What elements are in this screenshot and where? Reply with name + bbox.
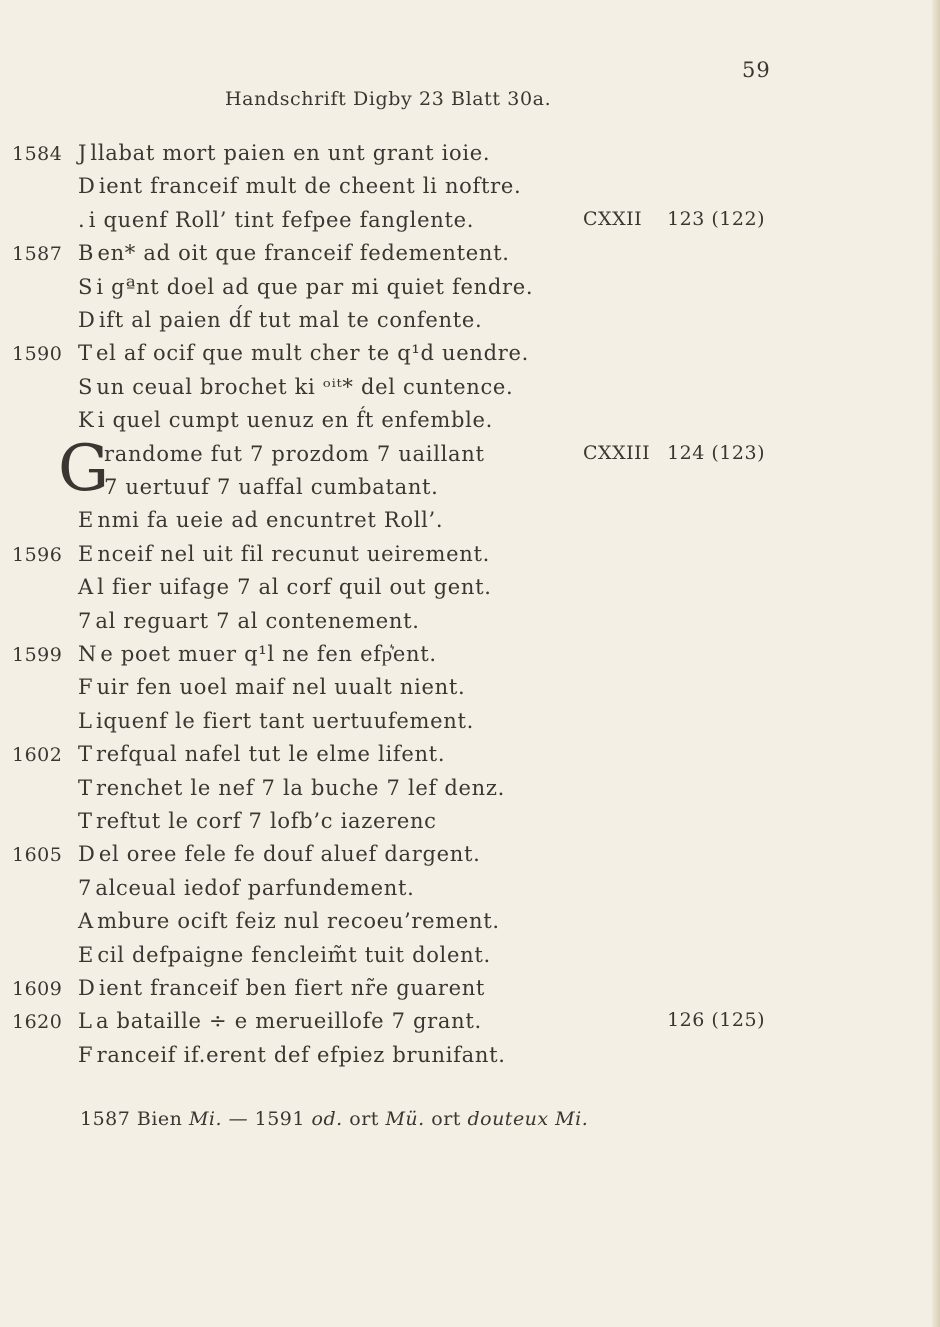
- verse-text: [78, 842, 480, 866]
- verse-text: [78, 609, 420, 633]
- drop-capital: G: [58, 432, 110, 506]
- footnote-siglum: Mü.: [385, 1108, 425, 1130]
- verse-initial: N: [78, 642, 101, 666]
- verse-initial: B: [78, 241, 98, 266]
- verse-body: uir fen uoel maif nel uualt nient.: [96, 675, 466, 700]
- verse-text: [78, 542, 490, 566]
- footnote-part: ort: [431, 1108, 461, 1130]
- footnote-siglum: douteux Mi.: [467, 1108, 589, 1130]
- verse-initial: T: [78, 341, 97, 366]
- verse-initial: L: [78, 1009, 96, 1034]
- verse-initial: E: [78, 541, 98, 566]
- verse-body: reftut le corf 7 lofb’c iazerenc: [96, 809, 437, 833]
- verse-body: a bataille ÷ e merueillofe 7 grant.: [95, 1009, 482, 1034]
- line-number: 1584: [12, 143, 63, 165]
- verse-initial: S: [78, 374, 97, 399]
- verse-text: [78, 809, 437, 833]
- verse-initial: T: [78, 775, 97, 800]
- verse-body: l fier uifage 7 al corf quil out gent.: [97, 575, 492, 600]
- verse-body: i quel cumpt uenuz en f́t enfemble.: [97, 408, 494, 433]
- verse-text: [78, 742, 445, 766]
- verse-body: nceif nel uit fil recunut ueirement.: [97, 541, 491, 566]
- verse-body: llabat mort paien en unt grant ioie.: [90, 141, 491, 165]
- verse-body: un ceual brochet ki ᵒⁱᵗ* del cuntence.: [96, 374, 514, 399]
- verse-body: e poet muer q¹l ne fen efp͛ent.: [100, 642, 437, 666]
- laisse-number: CXXII: [583, 207, 643, 230]
- laisse-reference: 124 (123): [667, 441, 765, 464]
- verse-text: [78, 976, 485, 1000]
- verse-body: i quenf Roll’ tint fefpee fanglente.: [88, 207, 475, 232]
- verse-text: [78, 642, 437, 667]
- verse-text: [78, 375, 513, 399]
- verse-text: [78, 508, 443, 532]
- verse-body: iquenf le fiert tant uertuufement.: [95, 708, 474, 733]
- footnote-part: ort: [349, 1108, 379, 1130]
- line-number: 1590: [12, 343, 63, 366]
- footnote: [80, 1108, 588, 1130]
- verse-text: [78, 141, 490, 165]
- line-number: 1605: [12, 844, 63, 867]
- line-number: 1599: [12, 644, 63, 666]
- verse-initial: D: [78, 174, 99, 199]
- verse-text: [104, 442, 485, 466]
- verse-initial: S: [78, 274, 97, 299]
- footnote-part: 1587 Bien: [80, 1108, 183, 1130]
- verse-initial: E: [78, 942, 98, 967]
- verse-text: [78, 408, 493, 432]
- verse-text: [78, 776, 505, 800]
- verse-body: 7 uertuuf 7 uaffal cumbatant.: [104, 475, 439, 499]
- verse-body: al reguart 7 al contenement.: [95, 608, 420, 633]
- line-number: 1596: [12, 543, 63, 566]
- verse-text: [78, 709, 474, 733]
- verse-text: [78, 675, 465, 699]
- verse-initial: 7: [78, 608, 96, 633]
- laisse-reference: 123 (122): [667, 207, 765, 230]
- verse-body: nmi fa ueie ad encuntret Roll’.: [97, 508, 444, 533]
- verse-text: [78, 174, 521, 198]
- verse-text: [78, 308, 482, 332]
- verse-text: [78, 943, 491, 967]
- verse-initial: T: [78, 809, 97, 833]
- page-number: 59: [742, 58, 771, 82]
- verse-text: [104, 475, 439, 499]
- line-number: 1609: [12, 978, 63, 1000]
- verse-initial: L: [78, 708, 96, 733]
- verse-initial: D: [78, 308, 99, 332]
- line-number: 1602: [12, 744, 63, 767]
- verse-text: [78, 1009, 482, 1033]
- verse-text: [78, 909, 500, 933]
- verse-text: [78, 208, 474, 232]
- verse-body: renchet le nef 7 la buche 7 lef denz.: [96, 775, 506, 800]
- verse-body: ient franceif ben fiert nr̃e guarent: [98, 976, 486, 1000]
- verse-body: el af ocif que mult cher te q¹d uendre.: [96, 341, 530, 366]
- verse-initial: E: [78, 508, 98, 533]
- verse-body: ranceif if.erent def efpiez brunifant.: [96, 1042, 506, 1067]
- verse-body: mbure ocift feiz nul recoeu’rement.: [97, 909, 500, 934]
- verse-text: [78, 1043, 506, 1067]
- line-number: 1620: [12, 1011, 63, 1034]
- footnote-siglum: od.: [311, 1108, 343, 1130]
- verse-body: en* ad oit que franceif fedementent.: [97, 241, 510, 266]
- verse-body: i gªnt doel ad que par mi quiet fendre.: [96, 274, 534, 299]
- running-header: Handschrift Digby 23 Blatt 30a.: [225, 88, 552, 110]
- verse-body: ift al paien d́f tut mal te confente.: [98, 308, 483, 332]
- verse-initial: 7: [78, 875, 96, 900]
- verse-text: [78, 876, 415, 900]
- verse-initial: A: [78, 909, 98, 934]
- line-number: 1587: [12, 243, 63, 266]
- verse-initial: A: [78, 575, 98, 600]
- verse-body: cil defpaigne fencleim̃t tuit dolent.: [97, 942, 491, 967]
- verse-text: [78, 341, 529, 365]
- verse-initial: J: [78, 141, 91, 165]
- verse-text: [78, 575, 492, 599]
- verse-body: refqual nafel tut le elme lifent.: [96, 742, 446, 767]
- verse-body: randome fut 7 prozdom 7 uaillant: [104, 441, 485, 466]
- verse-initial: K: [78, 408, 98, 433]
- footnote-siglum: Mi.: [188, 1108, 223, 1130]
- verse-body: el oree fele fe douf aluef dargent.: [98, 842, 481, 867]
- verse-initial: D: [78, 976, 99, 1000]
- laisse-reference: 126 (125): [667, 1009, 765, 1032]
- verse-body: alceual iedof parfundement.: [95, 875, 415, 900]
- verse-text: [78, 275, 533, 299]
- page-edge-shadow: [932, 0, 940, 1327]
- verse-initial: F: [78, 1042, 97, 1067]
- verse-initial: .: [78, 207, 89, 232]
- laisse-number: CXXIII: [583, 441, 651, 464]
- footnote-part: — 1591: [228, 1108, 305, 1130]
- verse-initial: F: [78, 675, 97, 700]
- verse-initial: T: [78, 742, 97, 767]
- verse-text: [78, 241, 510, 265]
- verse-initial: D: [78, 842, 99, 867]
- verse-body: ient franceif mult de cheent li noftre.: [98, 174, 522, 199]
